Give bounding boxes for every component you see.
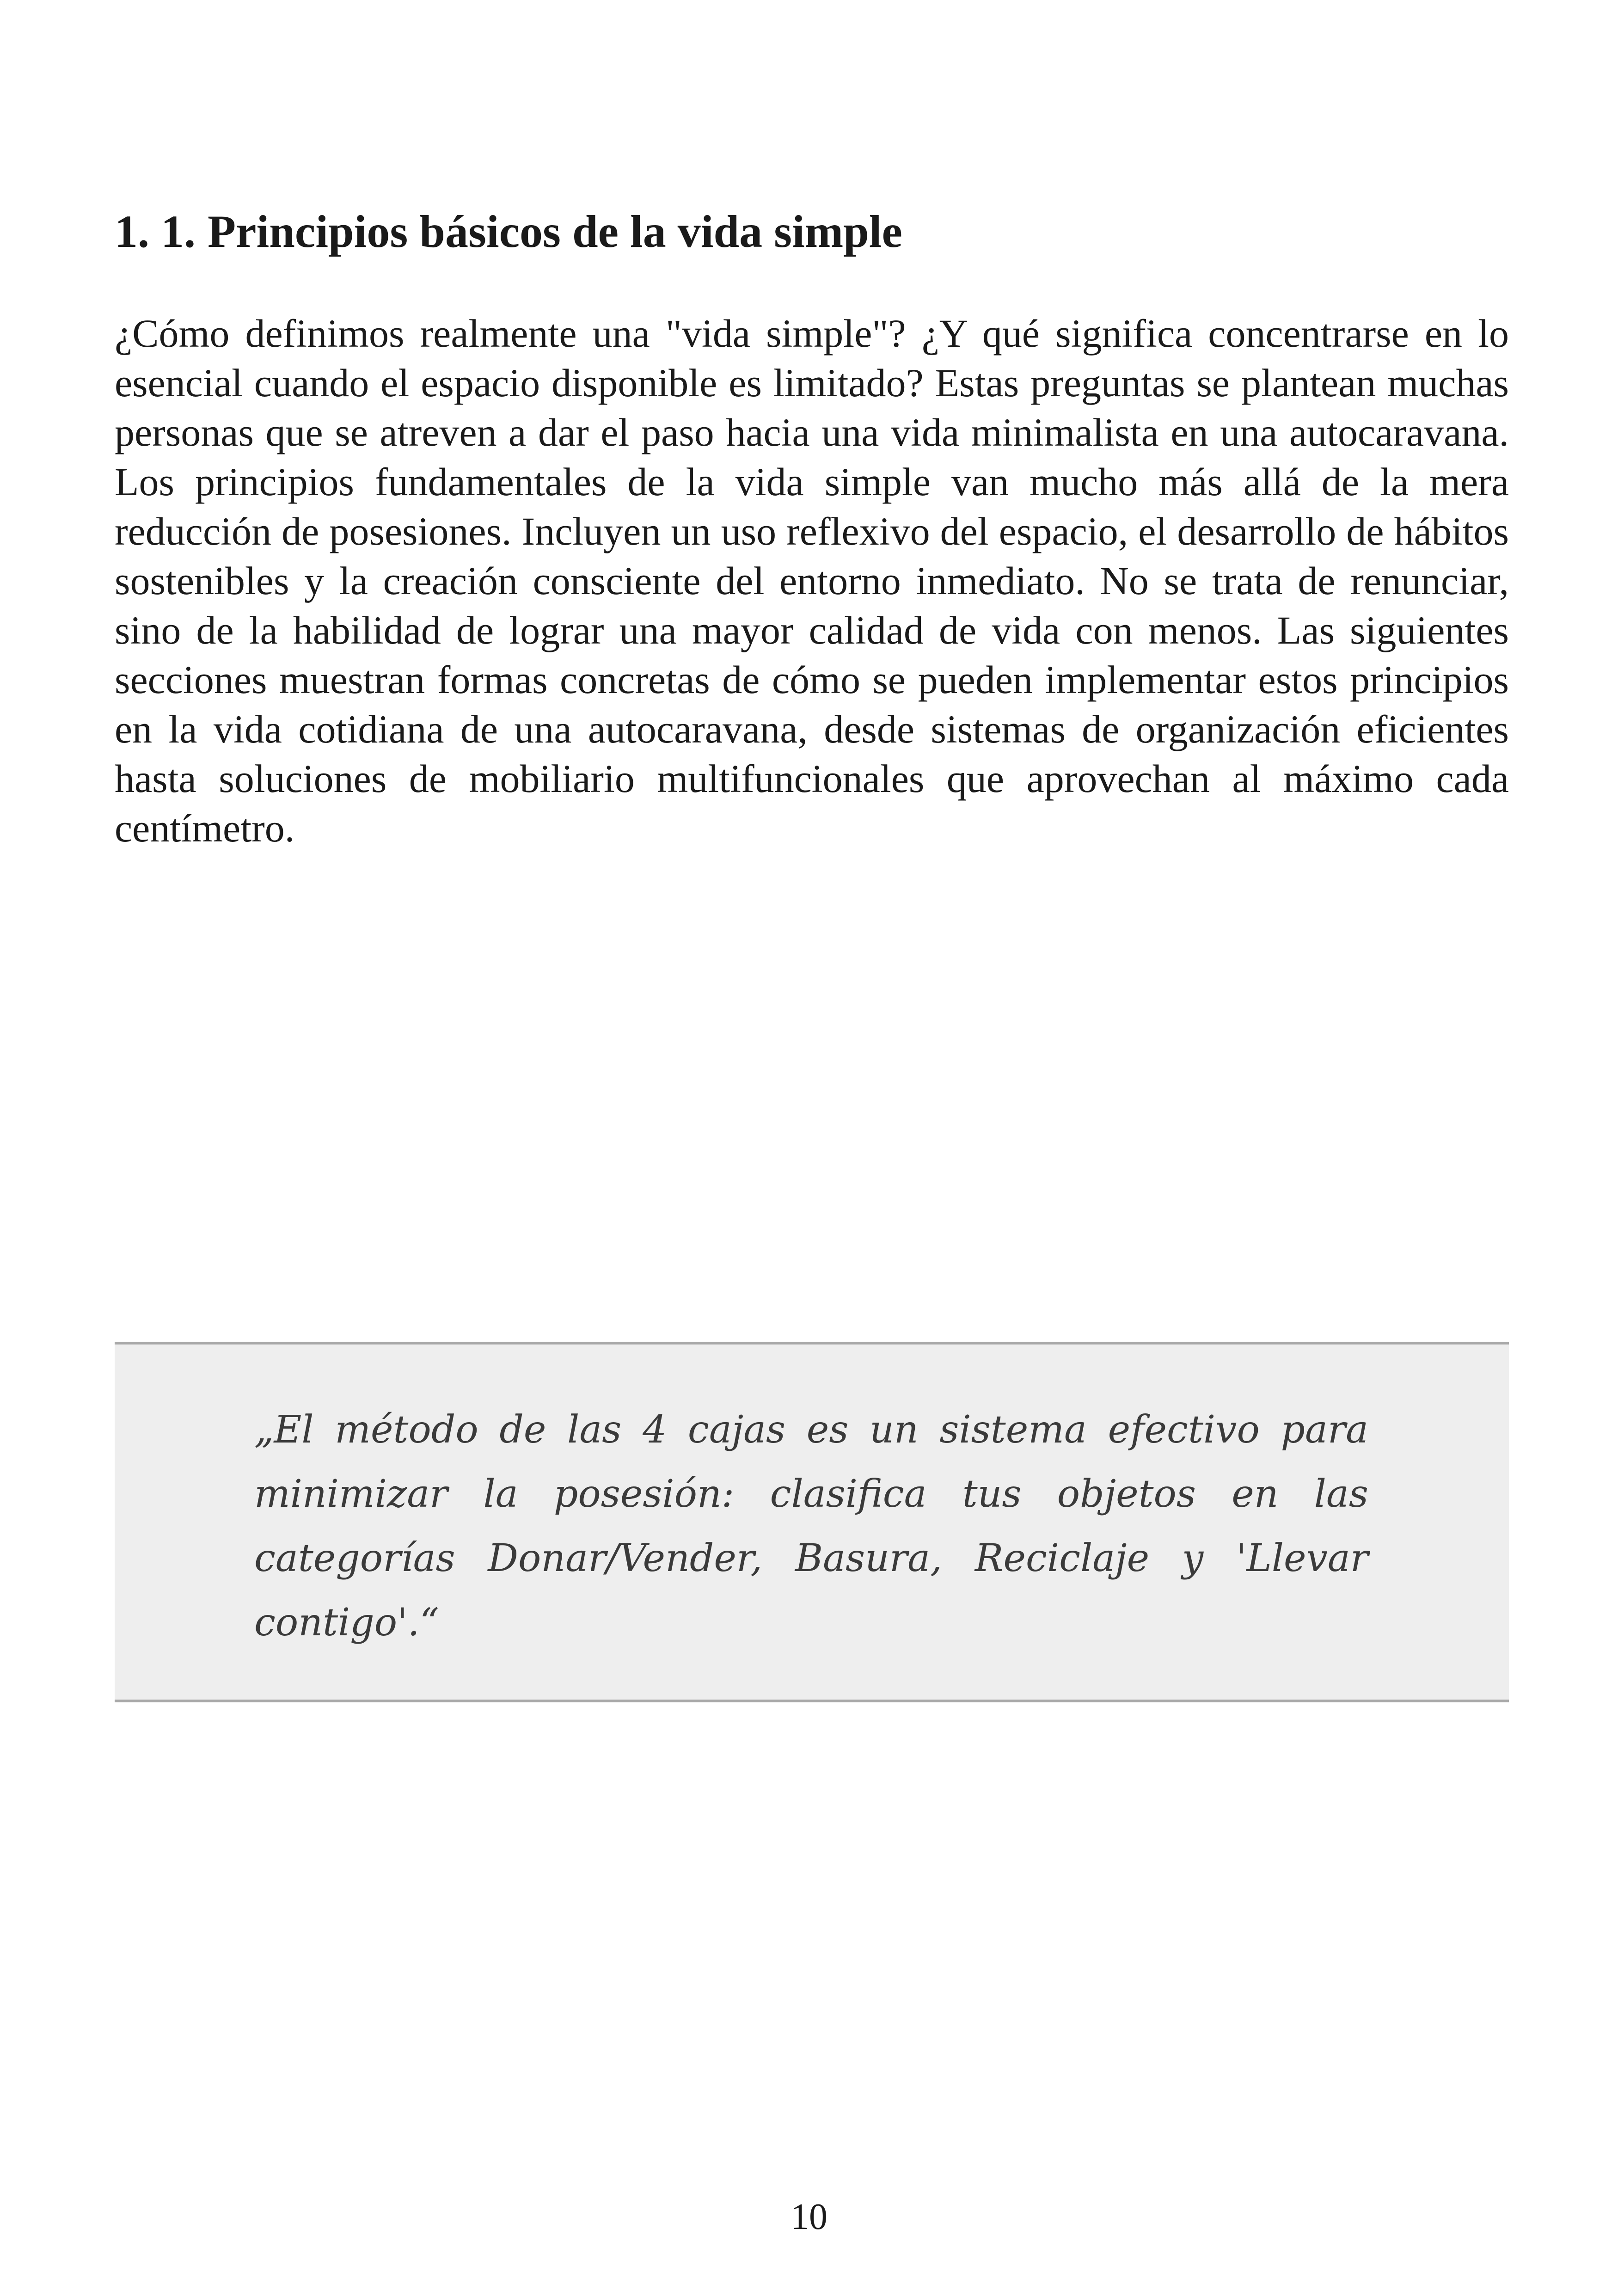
quote-box bbox=[115, 1342, 1509, 1702]
quote-text: „El método de las 4 cajas es un sistema efectivo para minimizar la posesión: clasifica tus objetos en las categorías Donar/Vender, Basura, Reciclaje y 'Llevar contigo'.“ bbox=[254, 1408, 1368, 1645]
section-number: 1. 1. bbox=[115, 206, 196, 257]
section-heading bbox=[115, 202, 1511, 262]
section-title: Principios básicos de la vida simple bbox=[208, 206, 902, 257]
body-paragraph: ¿Cómo definimos realmente una "vida simple"? ¿Y qué significa concentrarse en lo esencial cuando el espacio disponible es limitado? Estas preguntas se plantean muchas personas que se atreven a dar el paso hacia una vida minimalista en una autocaravana. Los principios fundamentales de la vida simple van mucho más allá de la mera reducción de posesiones. Incluyen un uso reflexivo del espacio, el desarrollo de hábitos sostenibles y la creación consciente del entorno inmediato. No se trata de renunciar, sino de la habilidad de lograr una mayor calidad de vida con menos. Las siguientes secciones muestran formas concretas de cómo se pueden implementar estos principios en la vida cotidiana de una autocaravana, desde sistemas de organización eficientes hasta soluciones de mobiliario multifuncionales que aprovechan al máximo cada centímetro. bbox=[115, 311, 1509, 850]
page-number: 10 bbox=[791, 2197, 827, 2237]
